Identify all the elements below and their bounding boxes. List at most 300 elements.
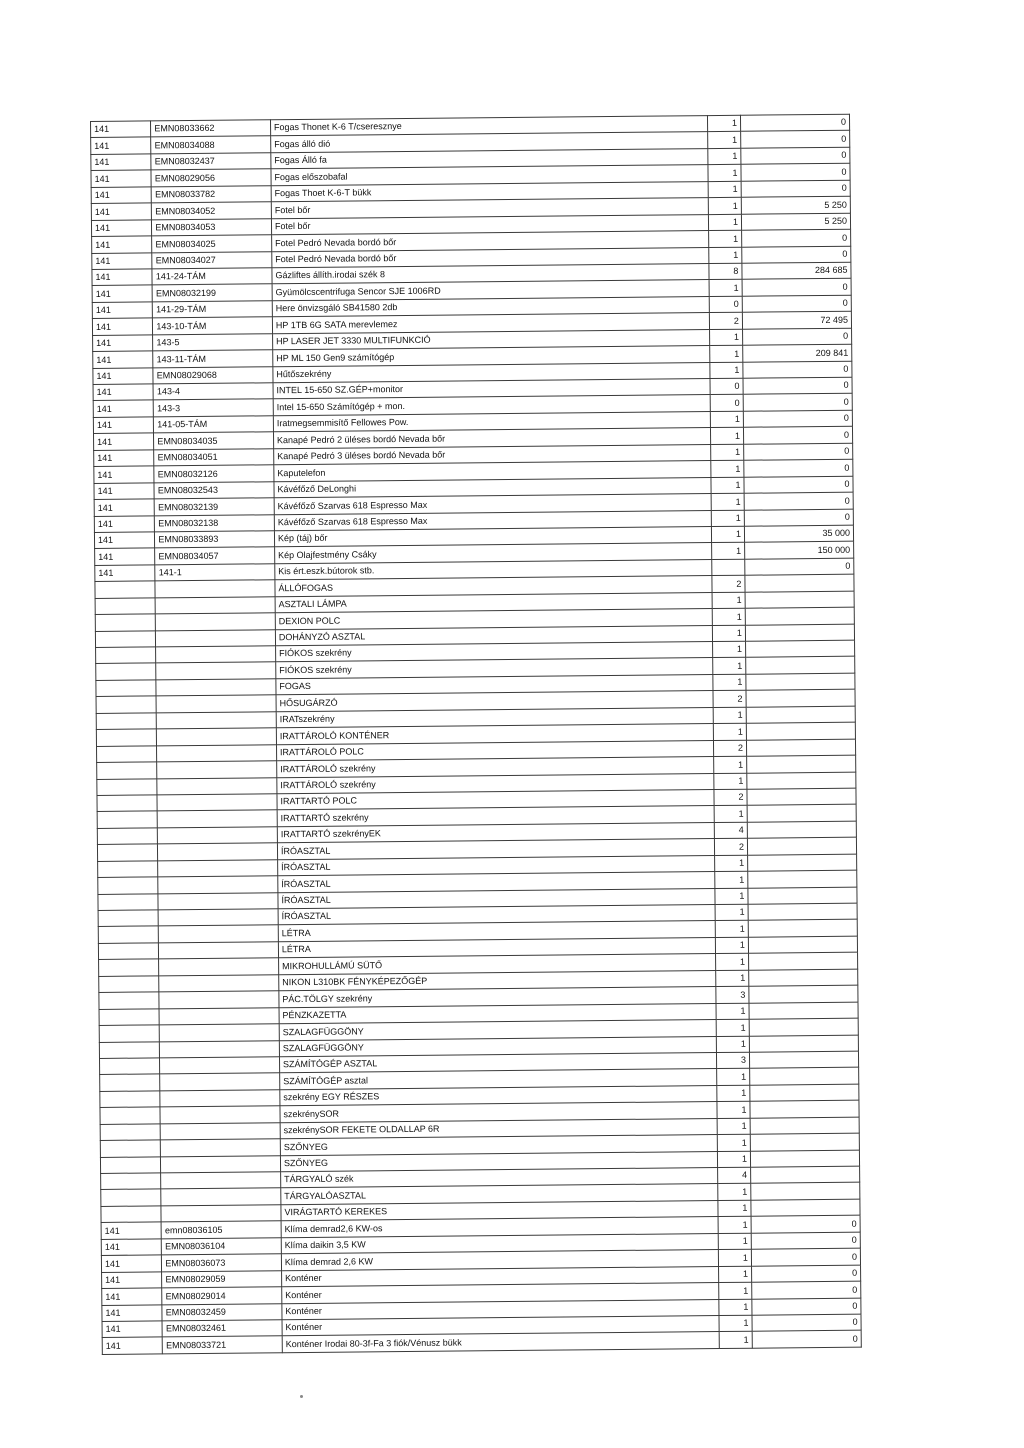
- row-item-name: szekrény EGY RÉSZES: [280, 1085, 717, 1106]
- row-value: [746, 689, 855, 706]
- row-quantity: 1: [714, 806, 747, 823]
- row-quantity: [712, 559, 745, 576]
- row-value: [749, 1018, 858, 1035]
- row-inventory-id: EMN08032139: [154, 498, 274, 516]
- row-quantity: 2: [709, 312, 742, 329]
- row-value: 0: [743, 394, 852, 411]
- row-quantity: 1: [712, 592, 745, 609]
- row-value: [748, 887, 857, 904]
- row-value: [750, 1150, 859, 1167]
- inventory-rows: [91, 114, 862, 1354]
- row-value: 0: [741, 180, 850, 197]
- row-item-name: Klíma demrad 2,6 KW: [281, 1250, 718, 1271]
- row-code: [95, 598, 155, 615]
- row-code: [101, 1206, 161, 1223]
- row-value: 0: [752, 1331, 861, 1348]
- row-inventory-id: [158, 892, 278, 910]
- row-value: 5 250: [741, 196, 850, 213]
- row-code: 141: [94, 499, 154, 516]
- row-item-name: FOGAS: [276, 674, 713, 695]
- row-value: [748, 854, 857, 871]
- row-inventory-id: [156, 646, 276, 664]
- row-inventory-id: EMN08034051: [154, 449, 274, 467]
- row-inventory-id: [156, 679, 276, 697]
- row-value: 0: [744, 509, 853, 526]
- row-inventory-id: EMN08033782: [151, 186, 271, 204]
- row-quantity: 1: [716, 1019, 749, 1036]
- row-quantity: 1: [718, 1233, 751, 1250]
- row-code: 141: [94, 532, 154, 549]
- row-code: 141: [93, 400, 153, 417]
- row-value: [750, 1117, 859, 1134]
- row-code: [97, 795, 157, 812]
- row-value: [749, 969, 858, 986]
- row-inventory-id: EMN08032459: [162, 1303, 282, 1321]
- row-item-name: Konténer: [282, 1299, 719, 1320]
- row-quantity: 1: [709, 247, 742, 264]
- row-code: [95, 581, 155, 598]
- row-code: [100, 1107, 160, 1124]
- row-inventory-id: [161, 1205, 281, 1223]
- row-code: 141: [94, 450, 154, 467]
- row-value: 0: [743, 377, 852, 394]
- row-inventory-id: 143-11-TÁM: [153, 350, 273, 368]
- row-item-name: ÍRÓASZTAL: [278, 855, 715, 876]
- row-code: 141: [92, 236, 152, 253]
- row-value: [745, 591, 854, 608]
- row-inventory-id: EMN08032437: [151, 153, 271, 171]
- row-value: [746, 657, 855, 674]
- row-code: [97, 811, 157, 828]
- row-value: [750, 1133, 859, 1150]
- row-value: 284 685: [742, 262, 851, 279]
- row-code: [96, 696, 156, 713]
- row-code: 141: [95, 548, 155, 565]
- row-code: 141: [94, 483, 154, 500]
- row-quantity: 0: [710, 378, 743, 395]
- row-inventory-id: [156, 695, 276, 713]
- row-item-name: Fotel bőr: [271, 214, 708, 235]
- row-code: 141: [102, 1321, 162, 1338]
- row-quantity: 1: [713, 658, 746, 675]
- row-inventory-id: [157, 728, 277, 746]
- row-code: 141: [91, 170, 151, 187]
- row-code: 141: [92, 269, 152, 286]
- row-quantity: 8: [709, 263, 742, 280]
- row-inventory-id: [155, 580, 275, 598]
- row-code: 141: [93, 417, 153, 434]
- row-code: [96, 663, 156, 680]
- row-code: [99, 1025, 159, 1042]
- row-item-name: ÍRÓASZTAL: [277, 839, 714, 860]
- row-code: 141: [91, 203, 151, 220]
- row-value: 0: [742, 279, 851, 296]
- row-quantity: 1: [713, 707, 746, 724]
- row-code: 141: [93, 351, 153, 368]
- row-inventory-id: EMN08036073: [162, 1254, 282, 1272]
- row-value: 72 495: [742, 311, 851, 328]
- row-inventory-id: [158, 859, 278, 877]
- row-inventory-id: 143-5: [153, 333, 273, 351]
- row-inventory-id: [159, 958, 279, 976]
- row-value: [745, 640, 854, 657]
- row-item-name: Fotel Pedró Nevada bordó bőr: [272, 231, 709, 252]
- row-value: 0: [744, 443, 853, 460]
- row-quantity: 1: [712, 608, 745, 625]
- row-inventory-id: 141-24-TÁM: [152, 268, 272, 286]
- row-code: [96, 680, 156, 697]
- row-inventory-id: [156, 662, 276, 680]
- row-quantity: 1: [713, 674, 746, 691]
- row-inventory-id: [158, 909, 278, 927]
- row-value: 0: [742, 328, 851, 345]
- row-quantity: 1: [714, 773, 747, 790]
- row-item-name: IRATTARTÓ szekrény: [277, 806, 714, 827]
- row-value: [751, 1199, 860, 1216]
- row-quantity: 4: [718, 1167, 751, 1184]
- row-value: [748, 952, 857, 969]
- row-quantity: 2: [713, 691, 746, 708]
- row-value: 35 000: [744, 525, 853, 542]
- row-value: [746, 673, 855, 690]
- row-inventory-id: [161, 1139, 281, 1157]
- row-quantity: 1: [712, 625, 745, 642]
- row-quantity: 2: [714, 789, 747, 806]
- row-item-name: NIKON L310BK FÉNYKÉPEZŐGÉP: [279, 970, 716, 991]
- row-item-name: Fogas előszobafal: [271, 165, 708, 186]
- row-value: 0: [751, 1215, 860, 1232]
- row-inventory-id: EMN08032126: [154, 465, 274, 483]
- row-value: [751, 1166, 860, 1183]
- row-item-name: FIÓKOS szekrény: [276, 658, 713, 679]
- row-item-name: Hűtőszekrény: [273, 362, 710, 383]
- row-item-name: SZÁMÍTÓGÉP asztal: [280, 1069, 717, 1090]
- row-inventory-id: [160, 1040, 280, 1058]
- row-value: 0: [742, 295, 851, 312]
- row-quantity: 1: [718, 1249, 751, 1266]
- row-item-name: ÁLLÓFOGAS: [275, 576, 712, 597]
- row-quantity: 1: [717, 1069, 750, 1086]
- row-code: [100, 1156, 160, 1173]
- row-inventory-id: [160, 1024, 280, 1042]
- row-item-name: IRATTARTÓ szekrényEK: [277, 822, 714, 843]
- row-quantity: 0: [710, 395, 743, 412]
- row-inventory-id: EMN08029059: [162, 1270, 282, 1288]
- row-code: [100, 1074, 160, 1091]
- row-quantity: 1: [710, 345, 743, 362]
- row-item-name: VIRÁGTARTÓ KEREKES: [281, 1200, 718, 1221]
- row-value: 0: [752, 1298, 861, 1315]
- row-code: 141: [93, 335, 153, 352]
- row-value: 0: [742, 229, 851, 246]
- row-quantity: 1: [715, 921, 748, 938]
- row-inventory-id: emn08036105: [161, 1221, 281, 1239]
- row-quantity: 1: [711, 477, 744, 494]
- row-value: 0: [745, 558, 854, 575]
- row-quantity: 1: [719, 1315, 752, 1332]
- row-item-name: szekrénySOR FEKETE OLDALLAP 6R: [280, 1118, 717, 1139]
- row-value: 0: [742, 246, 851, 263]
- row-item-name: PÁC.TÖLGY szekrény: [279, 987, 716, 1008]
- row-code: 141: [92, 252, 152, 269]
- row-quantity: 1: [718, 1217, 751, 1234]
- row-item-name: ÍRÓASZTAL: [278, 905, 715, 926]
- row-value: [746, 722, 855, 739]
- row-item-name: Kávéfőző DeLonghi: [274, 477, 711, 498]
- row-inventory-id: [159, 1007, 279, 1025]
- row-item-name: szekrénySOR: [280, 1102, 717, 1123]
- row-item-name: FIÓKOS szekrény: [275, 642, 712, 663]
- row-value: [748, 936, 857, 953]
- row-value: [747, 821, 856, 838]
- row-quantity: 1: [712, 526, 745, 543]
- row-value: [745, 624, 854, 641]
- row-quantity: 1: [711, 428, 744, 445]
- row-inventory-id: [158, 827, 278, 845]
- row-code: 141: [101, 1222, 161, 1239]
- row-item-name: DOHÁNYZÓ ASZTAL: [275, 625, 712, 646]
- row-value: 0: [744, 459, 853, 476]
- row-item-name: TÁRGYALÓASZTAL: [281, 1184, 718, 1205]
- row-inventory-id: [157, 744, 277, 762]
- row-value: 0: [743, 361, 852, 378]
- row-item-name: ASZTALI LÁMPA: [275, 592, 712, 613]
- row-quantity: 1: [708, 197, 741, 214]
- row-item-name: Fogas álló dió: [271, 132, 708, 153]
- row-quantity: 1: [713, 641, 746, 658]
- row-code: [96, 647, 156, 664]
- row-quantity: 1: [712, 543, 745, 560]
- row-value: 0: [743, 410, 852, 427]
- row-inventory-id: EMN08032199: [152, 284, 272, 302]
- row-item-name: Konténer: [281, 1266, 718, 1287]
- row-code: 141: [91, 154, 151, 171]
- row-item-name: HP LASER JET 3330 MULTIFUNKCIÓ: [272, 329, 709, 350]
- inventory-sheet: [90, 114, 862, 1355]
- row-quantity: 1: [710, 362, 743, 379]
- row-code: [97, 778, 157, 795]
- row-quantity: 1: [709, 280, 742, 297]
- row-code: [100, 1124, 160, 1141]
- row-code: [96, 713, 156, 730]
- row-quantity: 1: [717, 1134, 750, 1151]
- row-value: [746, 739, 855, 756]
- row-quantity: 1: [719, 1299, 752, 1316]
- row-inventory-id: 141-1: [155, 564, 275, 582]
- row-value: [750, 1100, 859, 1117]
- row-code: [97, 844, 157, 861]
- row-code: [99, 1058, 159, 1075]
- row-item-name: SZALAGFÜGGÖNY: [279, 1020, 716, 1041]
- row-code: 141: [102, 1337, 162, 1354]
- row-code: [100, 1091, 160, 1108]
- scan-speck: [300, 1395, 303, 1398]
- row-value: 0: [752, 1281, 861, 1298]
- row-quantity: 1: [718, 1200, 751, 1217]
- row-inventory-id: [160, 1057, 280, 1075]
- row-code: 141: [92, 318, 152, 335]
- row-inventory-id: EMN08032461: [162, 1320, 282, 1338]
- row-inventory-id: [159, 942, 279, 960]
- row-item-name: HP ML 150 Gen9 számítógép: [273, 346, 710, 367]
- row-item-name: HŐSUGÁRZÓ: [276, 691, 713, 712]
- row-item-name: Klíma demrad2,6 KW-os: [281, 1217, 718, 1238]
- row-quantity: 1: [708, 148, 741, 165]
- row-inventory-id: EMN08032138: [155, 514, 275, 532]
- row-code: [96, 729, 156, 746]
- row-quantity: 1: [718, 1151, 751, 1168]
- row-value: 0: [751, 1232, 860, 1249]
- row-inventory-id: EMN08033721: [163, 1336, 283, 1354]
- row-inventory-id: 143-10-TÁM: [153, 317, 273, 335]
- row-value: 209 841: [743, 344, 852, 361]
- row-code: 141: [102, 1271, 162, 1288]
- row-code: 141: [92, 302, 152, 319]
- row-code: 141: [94, 433, 154, 450]
- row-item-name: SZÁMÍTÓGÉP ASZTAL: [279, 1052, 716, 1073]
- row-item-name: ÍRÓASZTAL: [278, 872, 715, 893]
- row-value: [748, 870, 857, 887]
- row-value: [747, 805, 856, 822]
- row-quantity: 1: [711, 460, 744, 477]
- row-item-name: Fogas Thoet K-6-T bükk: [271, 181, 708, 202]
- row-code: 141: [91, 220, 151, 237]
- row-quantity: 2: [712, 575, 745, 592]
- row-item-name: Kávéfőző Szarvas 618 Espresso Max: [274, 510, 711, 531]
- row-inventory-id: 141-05-TÁM: [154, 416, 274, 434]
- row-item-name: Kávéfőző Szarvas 618 Espresso Max: [274, 494, 711, 515]
- row-inventory-id: EMN08034035: [154, 432, 274, 450]
- row-item-name: Gyümölcscentrifuga Sencor SJE 1006RD: [272, 280, 709, 301]
- row-quantity: 1: [708, 165, 741, 182]
- row-value: [748, 903, 857, 920]
- row-item-name: LÉTRA: [278, 937, 715, 958]
- row-item-name: SZALAGFÜGGÖNY: [279, 1036, 716, 1057]
- row-item-name: Konténer Irodai 80-3f-Fa 3 fiók/Vénusz bükk: [282, 1332, 719, 1353]
- row-quantity: 1: [719, 1332, 752, 1349]
- row-inventory-id: [157, 810, 277, 828]
- row-item-name: Fogas Thonet K-6 T/cseresznye: [270, 116, 707, 137]
- row-code: [97, 746, 157, 763]
- row-inventory-id: [157, 794, 277, 812]
- row-inventory-id: EMN08032543: [154, 481, 274, 499]
- row-quantity: 1: [715, 871, 748, 888]
- row-inventory-id: EMN08033893: [155, 531, 275, 549]
- row-value: 0: [744, 476, 853, 493]
- row-value: 0: [741, 164, 850, 181]
- row-inventory-id: [159, 925, 279, 943]
- row-value: [747, 755, 856, 772]
- row-item-name: Fotel bőr: [271, 198, 708, 219]
- row-item-name: Kanapé Pedró 3 üléses bordó Nevada bőr: [274, 444, 711, 465]
- row-value: 0: [752, 1314, 861, 1331]
- row-quantity: 2: [714, 740, 747, 757]
- row-code: [99, 976, 159, 993]
- row-code: 141: [101, 1239, 161, 1256]
- row-quantity: 1: [709, 214, 742, 231]
- row-code: 141: [92, 285, 152, 302]
- row-quantity: 1: [708, 115, 741, 132]
- row-value: [750, 1084, 859, 1101]
- row-quantity: 1: [715, 904, 748, 921]
- row-quantity: 1: [715, 888, 748, 905]
- row-value: [746, 706, 855, 723]
- row-code: [99, 1041, 159, 1058]
- row-item-name: Konténer: [282, 1315, 719, 1336]
- row-value: 5 250: [741, 213, 850, 230]
- row-item-name: Intel 15-650 Számítógép + mon.: [273, 395, 710, 416]
- row-code: 141: [94, 466, 154, 483]
- row-inventory-id: [158, 876, 278, 894]
- row-value: [748, 920, 857, 937]
- row-item-name: IRATTÁROLÓ POLC: [276, 740, 713, 761]
- row-code: [101, 1173, 161, 1190]
- row-inventory-id: [161, 1188, 281, 1206]
- row-inventory-id: EMN08034027: [152, 251, 272, 269]
- row-inventory-id: EMN08029056: [151, 169, 271, 187]
- row-value: [747, 772, 856, 789]
- row-item-name: Kép (táj) bőr: [274, 526, 711, 547]
- row-quantity: 1: [711, 493, 744, 510]
- row-code: [101, 1189, 161, 1206]
- row-value: [747, 788, 856, 805]
- row-quantity: 1: [710, 411, 743, 428]
- row-value: [750, 1068, 859, 1085]
- row-code: [97, 828, 157, 845]
- row-quantity: 1: [716, 1003, 749, 1020]
- row-item-name: Konténer: [282, 1283, 719, 1304]
- row-inventory-id: 143-4: [153, 383, 273, 401]
- row-quantity: 2: [715, 838, 748, 855]
- row-item-name: LÉTRA: [278, 921, 715, 942]
- row-code: [98, 926, 158, 943]
- row-code: [95, 614, 155, 631]
- row-value: 0: [751, 1248, 860, 1265]
- row-item-name: Gázliftes állíth.irodai szék 8: [272, 264, 709, 285]
- row-inventory-id: EMN08034088: [151, 136, 271, 154]
- row-quantity: 1: [717, 1085, 750, 1102]
- row-inventory-id: [155, 596, 275, 614]
- row-quantity: 1: [711, 444, 744, 461]
- row-item-name: SZŐNYEG: [280, 1151, 717, 1172]
- row-value: [747, 837, 856, 854]
- row-inventory-id: 141-29-TÁM: [153, 301, 273, 319]
- row-inventory-id: EMN08034057: [155, 547, 275, 565]
- row-code: 141: [93, 367, 153, 384]
- row-item-name: INTEL 15-650 SZ.GÉP+monitor: [273, 379, 710, 400]
- row-inventory-id: [161, 1155, 281, 1173]
- row-code: 141: [91, 137, 151, 154]
- row-quantity: 1: [711, 510, 744, 527]
- inventory-table: [90, 114, 862, 1355]
- row-value: 0: [741, 147, 850, 164]
- row-value: 0: [744, 492, 853, 509]
- row-inventory-id: [161, 1172, 281, 1190]
- row-code: 141: [91, 187, 151, 204]
- row-item-name: IRATTARTÓ POLC: [277, 789, 714, 810]
- row-code: [98, 877, 158, 894]
- row-code: 141: [101, 1255, 161, 1272]
- row-quantity: 1: [713, 723, 746, 740]
- row-quantity: 0: [709, 296, 742, 313]
- row-item-name: Fogas Álló fa: [271, 148, 708, 169]
- row-quantity: 1: [708, 181, 741, 198]
- row-code: 141: [102, 1288, 162, 1305]
- row-code: [98, 943, 158, 960]
- row-inventory-id: EMN08029014: [162, 1287, 282, 1305]
- row-value: [749, 1035, 858, 1052]
- row-value: 150 000: [745, 542, 854, 559]
